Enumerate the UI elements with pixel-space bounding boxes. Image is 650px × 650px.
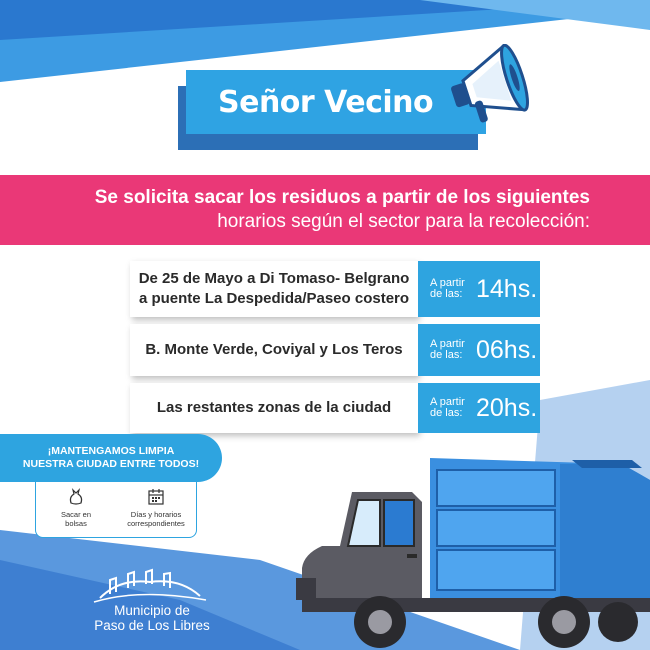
title-text: Señor Vecino [218, 84, 434, 120]
tip-schedule-line-2: correspondientes [127, 519, 185, 528]
garbage-truck-illustration [292, 450, 650, 650]
time-prefix [430, 339, 474, 361]
tip-schedule [116, 479, 196, 537]
zone-label [130, 261, 418, 317]
time-prefix-line-2: de las: [430, 407, 463, 419]
time-prefix-line-1: A partir [430, 338, 465, 350]
time-box [418, 383, 540, 433]
time-value: 14hs. [476, 274, 538, 303]
time-value: 06hs. [476, 335, 538, 364]
time-prefix-line-1: A partir [430, 277, 465, 289]
time-box [418, 324, 540, 376]
municipality-line-1: Municipio de [114, 603, 190, 618]
megaphone-icon [444, 44, 540, 128]
notice-band [0, 175, 650, 245]
time-value: 20hs. [476, 393, 538, 422]
tip-bags-line-2: bolsas [65, 519, 87, 528]
campaign-line-1: ¡MANTENGAMOS LIMPIA [47, 445, 175, 457]
trash-bag-icon [67, 488, 85, 506]
zone-line-1: Las restantes zonas de la ciudad [156, 399, 392, 416]
campaign-line-2: NUESTRA CIUDAD ENTRE TODOS! [22, 458, 200, 470]
zone-label [130, 383, 418, 433]
municipality-line-2: Paso de Los Libres [94, 618, 210, 633]
tip-bags [36, 479, 116, 537]
time-prefix [430, 278, 474, 300]
schedule-row [130, 261, 540, 317]
zone-line-2: a puente La Despedida/Paseo costero [138, 290, 410, 307]
time-prefix-line-2: de las: [430, 288, 463, 300]
time-prefix-line-1: A partir [430, 396, 465, 408]
municipality-name [82, 603, 222, 633]
schedule-row [130, 324, 540, 376]
time-prefix [430, 397, 474, 419]
tips-card [35, 478, 197, 538]
title-banner [186, 70, 486, 134]
time-prefix-line-2: de las: [430, 349, 463, 361]
tip-schedule-line-1: Días y horarios [130, 510, 182, 519]
tip-bags-line-1: Sacar en [60, 510, 92, 519]
zone-line-1: B. Monte Verde, Coviyal y Los Teros [145, 341, 403, 358]
time-box [418, 261, 540, 317]
calendar-icon [147, 488, 165, 506]
notice-line-2: horarios según el sector para la recolección: [217, 211, 590, 232]
campaign-badge [0, 434, 222, 482]
zone-label [130, 324, 418, 376]
zone-line-1: De 25 de Mayo a Di Tomaso- Belgrano [138, 270, 410, 287]
schedule-row [130, 383, 540, 433]
notice-line-1: Se solicita sacar los residuos a partir de los siguientes [94, 187, 590, 208]
